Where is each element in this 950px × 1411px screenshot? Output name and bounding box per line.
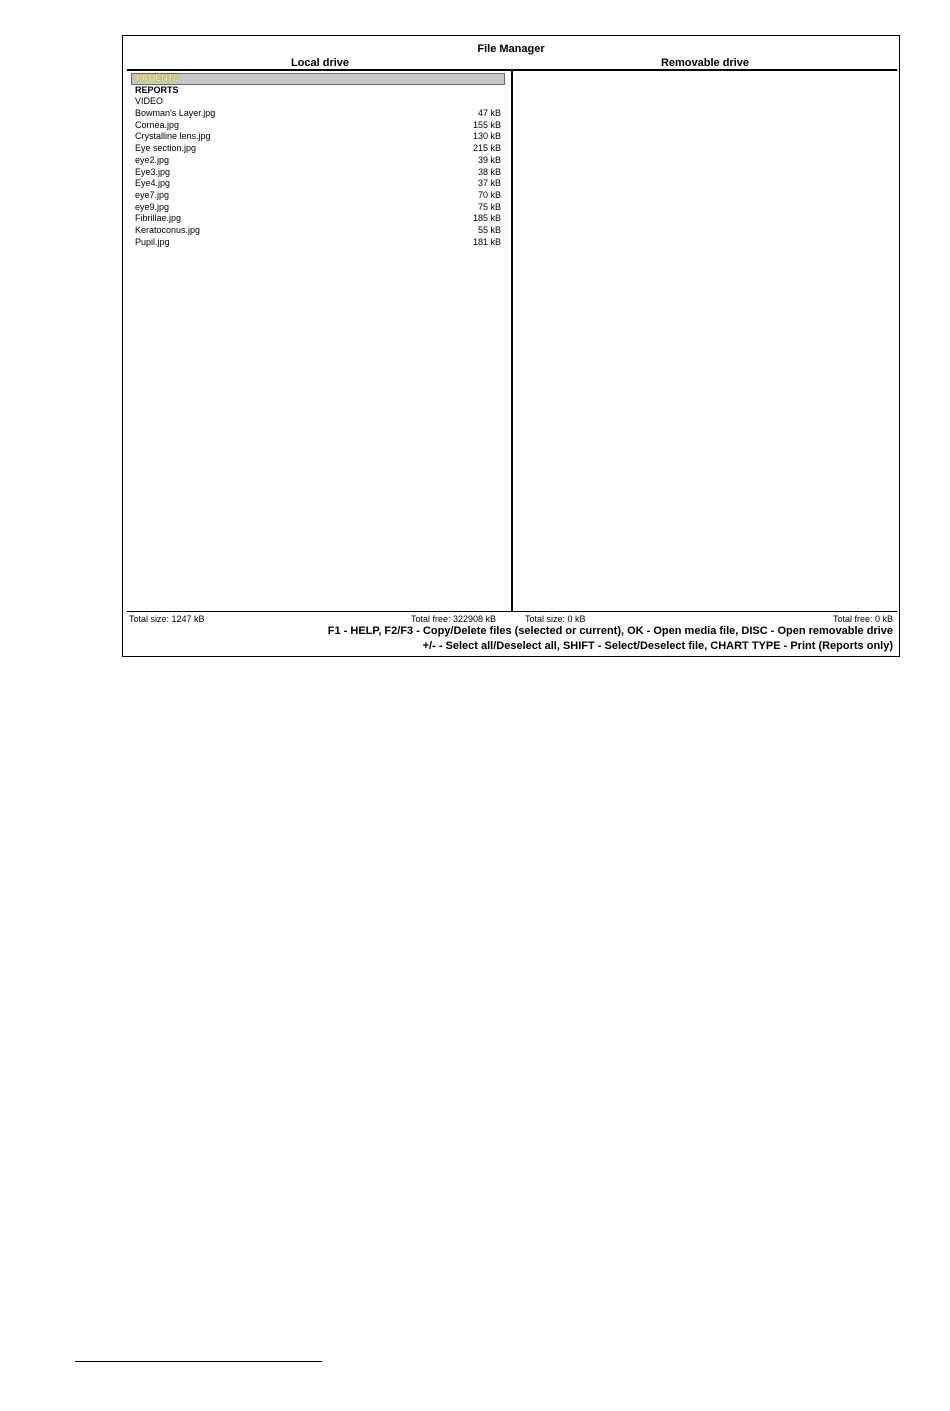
file-name: Eye3.jpg (135, 166, 171, 177)
file-name: Fibrillae.jpg (135, 213, 182, 224)
local-total-size: Total size: 1247 kB (129, 614, 205, 624)
file-name: Crystalline lens.jpg (135, 131, 211, 142)
file-name: PATIENTS (136, 73, 180, 83)
file-name: Cornea.jpg (135, 119, 180, 130)
file-list-item[interactable] (131, 131, 505, 143)
file-list-item[interactable] (131, 225, 505, 237)
file-name: Bowman's Layer.jpg (135, 108, 216, 119)
file-name: eye2.jpg (135, 154, 170, 165)
file-name: VIDEO (135, 96, 164, 107)
file-name: Pupil.jpg (135, 236, 170, 247)
footnote-rule (75, 1361, 322, 1362)
file-name: eye7.jpg (135, 189, 170, 200)
file-size: 185 kB (472, 213, 501, 224)
file-size: 75 kB (477, 201, 501, 212)
file-size: 55 kB (477, 224, 501, 235)
removable-drive-heading: Removable drive (660, 57, 750, 69)
file-size: 181 kB (472, 236, 501, 247)
help-line-keys: F1 - HELP, F2/F3 - Copy/Delete files (selected or current), OK - Open media file, DISC - Open removable drive (327, 625, 893, 637)
file-list-item[interactable] (131, 108, 505, 120)
removable-total-size: Total size: 0 kB (525, 614, 586, 624)
help-line-selection: +/- - Select all/Deselect all, SHIFT - Select/Deselect file, CHART TYPE - Print (Reports only) (422, 640, 893, 652)
local-drive-heading: Local drive (290, 57, 350, 69)
file-list-item[interactable] (131, 202, 505, 214)
file-name: Eye section.jpg (135, 143, 197, 154)
file-list-item[interactable] (131, 178, 505, 190)
local-file-list (131, 73, 505, 248)
file-name: Eye4.jpg (135, 178, 171, 189)
file-list-item[interactable] (131, 237, 505, 249)
window-title: File Manager (477, 43, 545, 55)
file-list-item[interactable] (131, 213, 505, 225)
status-divider (127, 611, 897, 612)
file-list-item[interactable] (131, 120, 505, 132)
file-size: 38 kB (477, 166, 501, 177)
file-name: eye9.jpg (135, 201, 170, 212)
file-size: 130 kB (472, 131, 501, 142)
file-name: REPORTS (135, 84, 179, 95)
file-size: 215 kB (472, 143, 501, 154)
file-list-item[interactable] (131, 167, 505, 179)
file-name: Keratoconus.jpg (135, 224, 201, 235)
file-list-item[interactable] (131, 155, 505, 167)
removable-total-free: Total free: 0 kB (832, 614, 893, 624)
folder-list-item[interactable] (131, 96, 505, 108)
file-manager-window (122, 35, 900, 657)
pane-divider (511, 71, 513, 612)
file-size: 47 kB (477, 108, 501, 119)
file-size: 37 kB (477, 178, 501, 189)
folder-list-item[interactable] (131, 85, 505, 97)
file-size: 39 kB (477, 154, 501, 165)
file-size: 70 kB (477, 189, 501, 200)
local-total-free: Total free: 322908 kB (411, 614, 497, 624)
file-list-item[interactable] (131, 190, 505, 202)
file-list-item[interactable] (131, 143, 505, 155)
file-size: 155 kB (472, 119, 501, 130)
folder-list-item[interactable] (131, 73, 505, 85)
